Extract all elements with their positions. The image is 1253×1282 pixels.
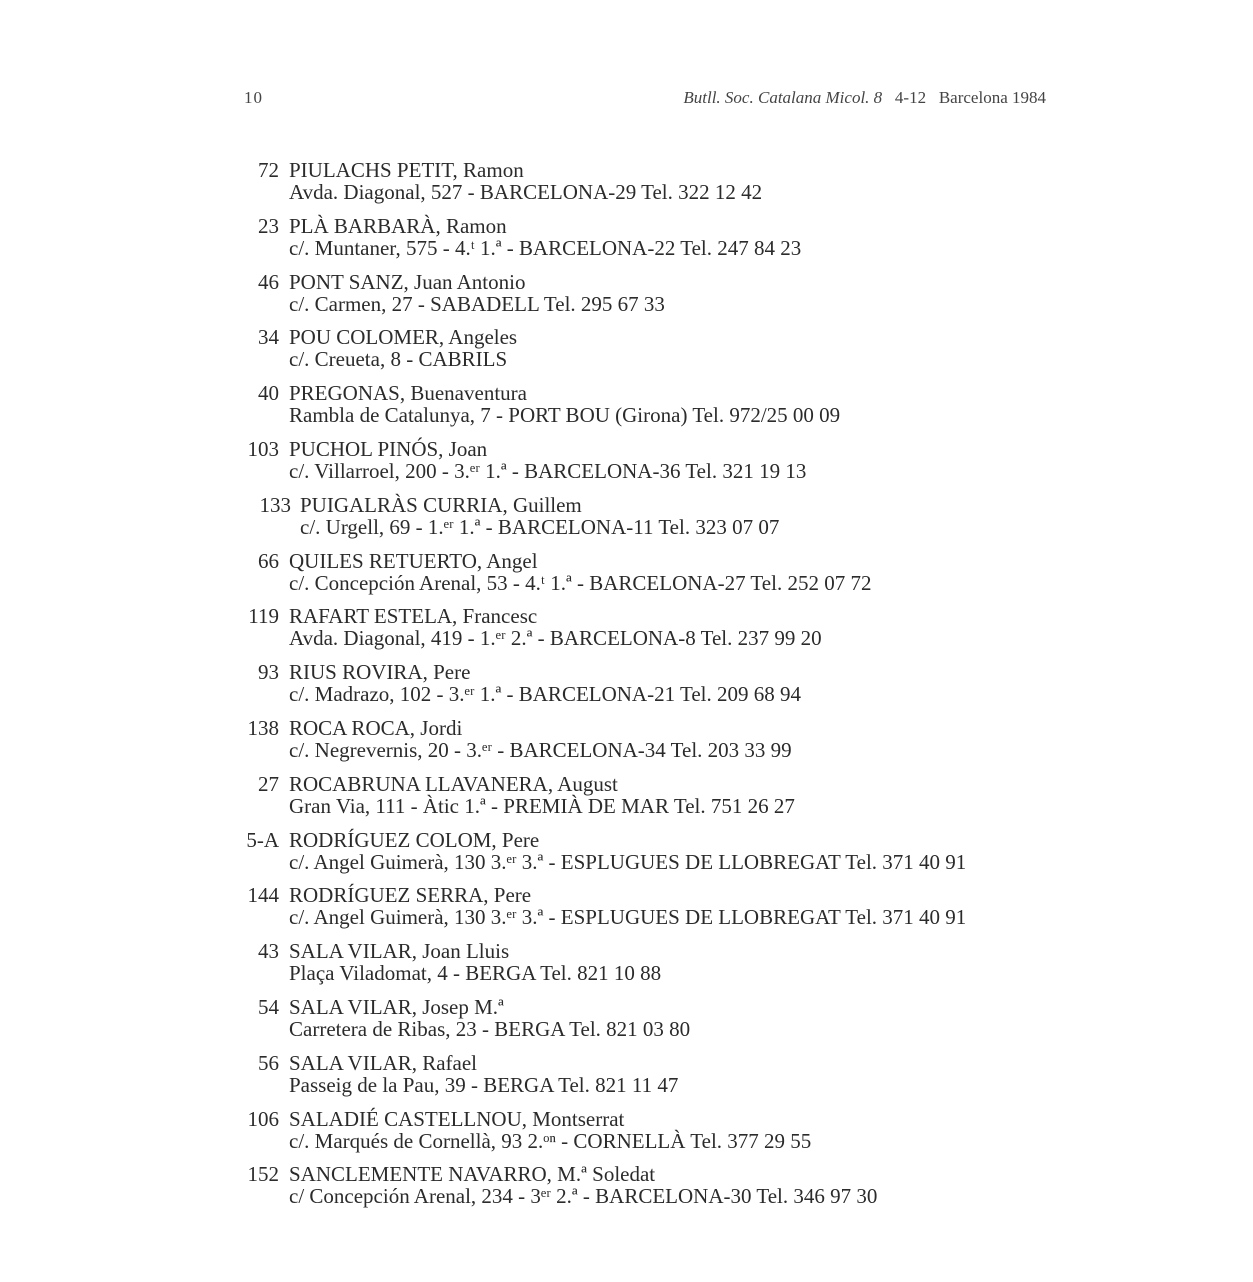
member-number: 27 <box>258 771 279 796</box>
member-number: 46 <box>258 269 279 294</box>
member-address: c/. Concepción Arenal, 53 - 4.ᵗ 1.ª - BARCELONA-27 Tel. 252 07 72 <box>289 570 872 595</box>
member-address: Plaça Viladomat, 4 - BERGA Tel. 821 10 88 <box>289 961 662 986</box>
list-item <box>0 661 1253 717</box>
member-number: 119 <box>248 604 279 629</box>
list-item <box>0 271 1253 327</box>
member-name: RAFART ESTELA, Francesc <box>289 604 538 629</box>
list-item <box>0 773 1253 829</box>
member-name: ROCABRUNA LLAVANERA, August <box>289 771 618 796</box>
list-item <box>0 605 1253 661</box>
list-item <box>0 884 1253 940</box>
list-item <box>0 438 1253 494</box>
list-item <box>0 550 1253 606</box>
member-number: 43 <box>258 939 279 964</box>
running-head <box>683 88 1046 108</box>
member-address: c/. Angel Guimerà, 130 3.ᵉʳ 3.ª - ESPLUGUES DE LLOBREGAT Tel. 371 40 91 <box>289 849 967 874</box>
page-range: 4-12 <box>894 88 927 107</box>
member-name: PIULACHS PETIT, Ramon <box>289 158 524 182</box>
list-item <box>0 494 1253 550</box>
member-name: SALA VILAR, Joan Lluis <box>289 939 510 964</box>
list-item <box>0 159 1253 215</box>
member-name: SALADIÉ CASTELLNOU, Montserrat <box>289 1106 625 1131</box>
member-number: 93 <box>258 660 279 685</box>
member-name: ROCA ROCA, Jordi <box>289 715 463 740</box>
member-address: c/. Urgell, 69 - 1.ᵉʳ 1.ª - BARCELONA-11 Tel. 323 07 07 <box>300 514 780 539</box>
list-item <box>0 996 1253 1052</box>
member-address: c/. Creueta, 8 - CABRILS <box>289 347 508 372</box>
list-item <box>0 1163 1253 1219</box>
list-item <box>0 940 1253 996</box>
member-name: PUCHOL PINÓS, Joan <box>289 436 488 461</box>
member-name: PLÀ BARBARÀ, Ramon <box>289 213 507 238</box>
member-address: Carretera de Ribas, 23 - BERGA Tel. 821 03 80 <box>289 1016 691 1041</box>
member-number: 103 <box>247 436 279 461</box>
list-item <box>0 326 1253 382</box>
member-number: 72 <box>258 158 279 182</box>
list-item <box>0 1108 1253 1164</box>
member-name: SALA VILAR, Josep M.ª <box>289 994 504 1019</box>
list-item <box>0 1052 1253 1108</box>
member-address: c/. Marqués de Cornellà, 93 2.ᵒⁿ - CORNELLÀ Tel. 377 29 55 <box>289 1128 812 1153</box>
list-item <box>0 717 1253 773</box>
member-number: 54 <box>258 994 279 1019</box>
member-number: 66 <box>258 548 279 573</box>
member-address: c/. Angel Guimerà, 130 3.ᵉʳ 3.ª - ESPLUGUES DE LLOBREGAT Tel. 371 40 91 <box>289 905 967 930</box>
member-number: 144 <box>247 883 279 908</box>
member-number: 40 <box>258 381 279 406</box>
member-address: Gran Via, 111 - Àtic 1.ª - PREMIÀ DE MAR Tel. 751 26 27 <box>289 793 795 818</box>
member-name: POU COLOMER, Angeles <box>289 325 518 350</box>
journal-title: Butll. Soc. Catalana Micol. 8 <box>683 88 883 107</box>
member-address: c/. Madrazo, 102 - 3.ᵉʳ 1.ª - BARCELONA-21 Tel. 209 68 94 <box>289 682 801 707</box>
member-name: SALA VILAR, Rafael <box>289 1050 478 1075</box>
page-number: 10 <box>244 88 263 107</box>
member-number: 106 <box>247 1106 279 1131</box>
list-item <box>0 215 1253 271</box>
member-name: SANCLEMENTE NAVARRO, M.ª Soledat <box>289 1162 656 1187</box>
member-address: c/ Concepción Arenal, 234 - 3ᵉʳ 2.ª - BARCELONA-30 Tel. 346 97 30 <box>289 1184 878 1209</box>
member-address: Rambla de Catalunya, 7 - PORT BOU (Girona) Tel. 972/25 00 09 <box>289 403 841 428</box>
member-number: 152 <box>247 1162 279 1187</box>
member-name: RIUS ROVIRA, Pere <box>289 660 471 685</box>
member-number: 23 <box>258 213 279 238</box>
member-address: c/. Villarroel, 200 - 3.ᵉʳ 1.ª - BARCELONA-36 Tel. 321 19 13 <box>289 458 807 483</box>
member-address: c/. Muntaner, 575 - 4.ᵗ 1.ª - BARCELONA-22 Tel. 247 84 23 <box>289 235 802 260</box>
member-name: PUIGALRÀS CURRIA, Guillem <box>300 492 582 517</box>
place-year: Barcelona 1984 <box>938 88 1046 107</box>
member-address: c/. Negrevernis, 20 - 3.ᵉʳ - BARCELONA-34 Tel. 203 33 99 <box>289 737 792 762</box>
member-name: PREGONAS, Buenaventura <box>289 381 527 406</box>
member-name: RODRÍGUEZ SERRA, Pere <box>289 883 532 908</box>
member-list <box>0 159 1253 1219</box>
member-number: 5-A <box>246 827 279 852</box>
list-item <box>0 829 1253 885</box>
list-item <box>0 382 1253 438</box>
member-address: Avda. Diagonal, 527 - BARCELONA-29 Tel. 322 12 42 <box>289 180 763 204</box>
member-address: Avda. Diagonal, 419 - 1.ᵉʳ 2.ª - BARCELONA-8 Tel. 237 99 20 <box>289 626 822 651</box>
member-address: c/. Carmen, 27 - SABADELL Tel. 295 67 33 <box>289 291 665 316</box>
member-number: 56 <box>258 1050 279 1075</box>
member-number: 133 <box>259 492 291 517</box>
member-number: 34 <box>258 325 279 350</box>
member-name: PONT SANZ, Juan Antonio <box>289 269 526 294</box>
member-name: RODRÍGUEZ COLOM, Pere <box>289 827 540 852</box>
member-name: QUILES RETUERTO, Angel <box>289 548 538 573</box>
member-number: 138 <box>247 715 279 740</box>
member-address: Passeig de la Pau, 39 - BERGA Tel. 821 11 47 <box>289 1072 679 1097</box>
